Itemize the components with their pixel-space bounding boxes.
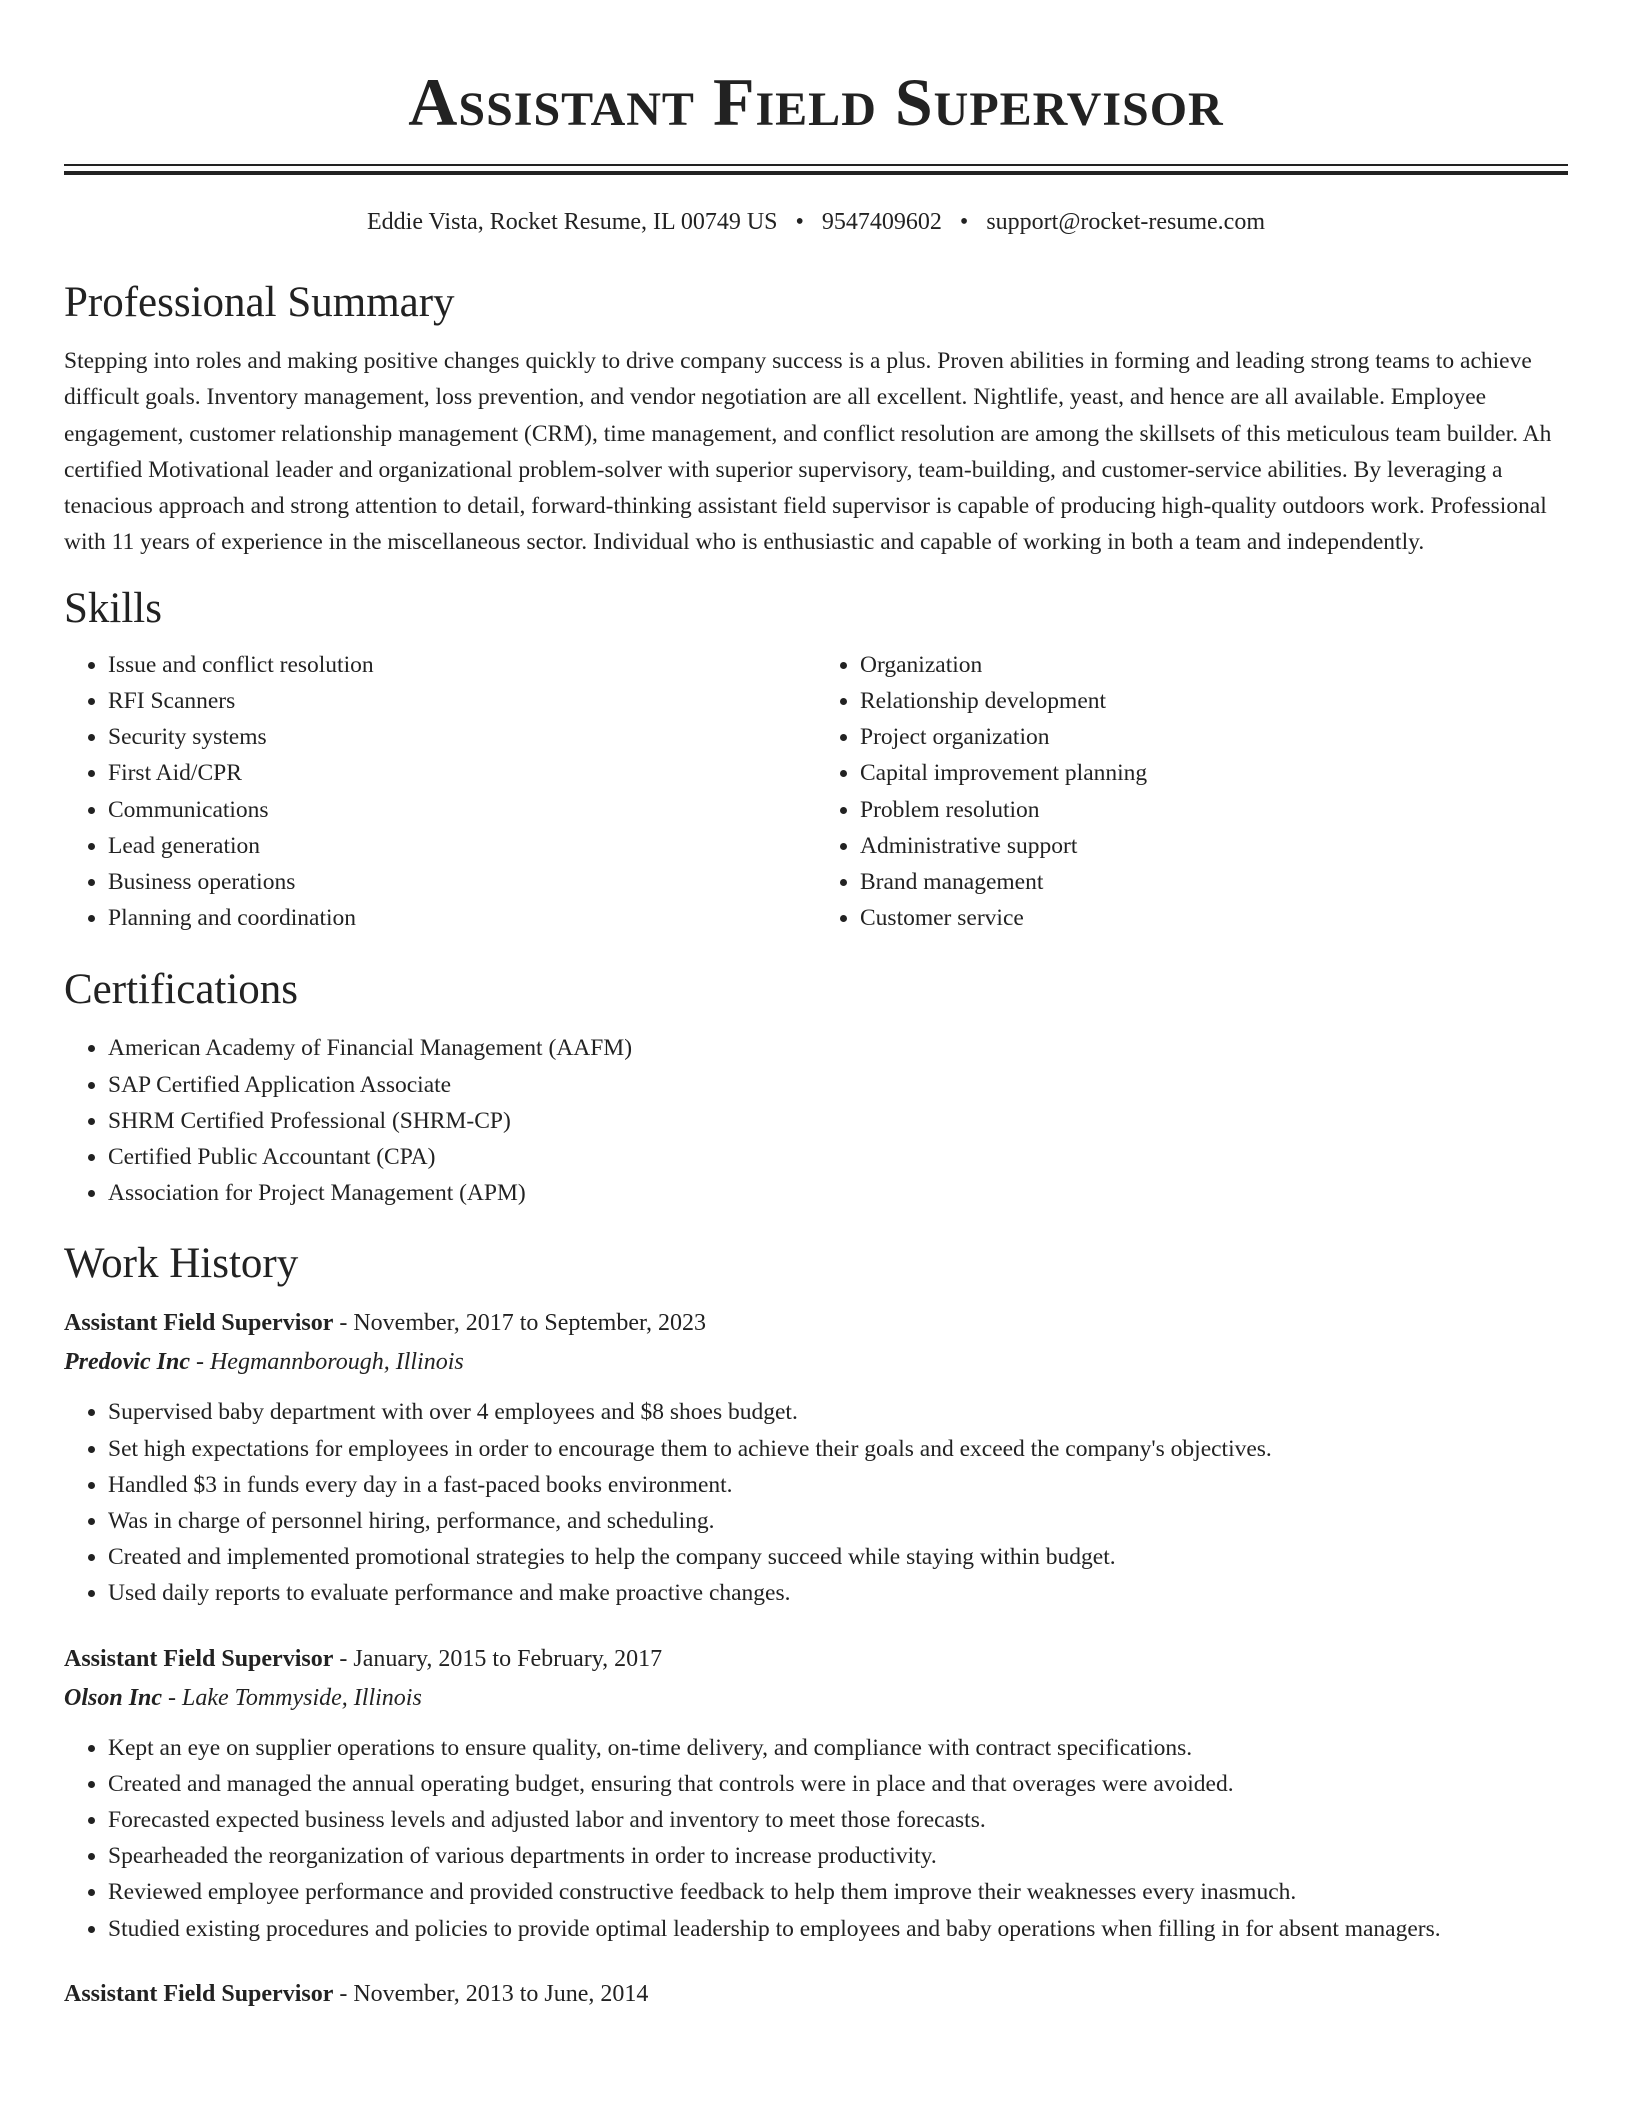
certification-item: • Certified Public Accountant (CPA) xyxy=(108,1139,1568,1175)
job-header xyxy=(64,1304,1568,1342)
job-title: Assistant Field Supervisor xyxy=(64,1645,334,1672)
job-title: Assistant Field Supervisor xyxy=(64,1980,334,2007)
contact-phone: 9547409602 xyxy=(821,209,942,235)
skill-item: • Lead generation xyxy=(108,828,816,864)
summary-section xyxy=(64,277,1568,561)
job-dates: - November, 2017 to September, 2023 xyxy=(333,1310,707,1337)
contact-email: support@rocket-resume.com xyxy=(986,209,1265,235)
skill-item: • Brand management xyxy=(860,864,1568,900)
certifications-list xyxy=(64,1030,1568,1211)
job-entry xyxy=(64,1975,1568,2013)
job-bullet: • Created and managed the annual operating budget, ensuring that controls were in place and that overages were avoided. xyxy=(108,1766,1568,1802)
job-location: - Lake Tommyside, Illinois xyxy=(162,1684,422,1711)
job-bullet: • Reviewed employee performance and provided constructive feedback to help them improve their weaknesses every inasmuch. xyxy=(108,1874,1568,1910)
title-divider xyxy=(64,164,1568,175)
job-bullet: • Kept an eye on supplier operations to ensure quality, on-time delivery, and compliance with contract specifications. xyxy=(108,1730,1568,1766)
contact-separator: • xyxy=(795,209,804,235)
job-bullets xyxy=(64,1730,1568,1947)
certifications-section xyxy=(64,964,1568,1211)
job-company-line xyxy=(64,1342,1568,1382)
certification-item: • SHRM Certified Professional (SHRM-CP) xyxy=(108,1103,1568,1139)
skills-heading: Skills xyxy=(64,584,162,632)
job-dates: - November, 2013 to June, 2014 xyxy=(333,1980,649,2007)
job-bullet: • Set high expectations for employees in order to encourage them to achieve their goals and exceed the company's objectives. xyxy=(108,1431,1568,1467)
job-bullet: • Studied existing procedures and policies to provide optimal leadership to employees and baby operations when filling in for absent managers. xyxy=(108,1911,1568,1947)
work-history-heading: Work History xyxy=(64,1240,299,1288)
skills-section xyxy=(64,583,1568,937)
skill-item: • Problem resolution xyxy=(860,792,1568,828)
work-history-section xyxy=(64,1238,1568,2012)
certification-item: • Association for Project Management (APM) xyxy=(108,1175,1568,1211)
skill-item: • Security systems xyxy=(108,719,816,755)
certification-item: • SAP Certified Application Associate xyxy=(108,1067,1568,1103)
summary-heading: Professional Summary xyxy=(64,279,455,326)
job-entry xyxy=(64,1304,1568,1611)
job-header xyxy=(64,1640,1568,1678)
job-bullet: • Spearheaded the reorganization of various departments in order to increase productivity. xyxy=(108,1838,1568,1874)
job-bullets xyxy=(64,1394,1568,1611)
job-dates: - January, 2015 to February, 2017 xyxy=(333,1645,663,1672)
certifications-heading: Certifications xyxy=(64,966,299,1014)
skill-item: • Administrative support xyxy=(860,828,1568,864)
skills-list-left xyxy=(64,647,816,937)
skills-grid xyxy=(64,647,1568,937)
job-bullet: • Supervised baby department with over 4 employees and $8 shoes budget. xyxy=(108,1394,1568,1430)
skill-item: • Planning and coordination xyxy=(108,900,816,936)
resume-title: Assistant Field Supervisor xyxy=(408,64,1224,140)
job-bullet: • Created and implemented promotional strategies to help the company succeed while staying within budget. xyxy=(108,1539,1568,1575)
job-bullet: • Was in charge of personnel hiring, performance, and scheduling. xyxy=(108,1503,1568,1539)
job-header xyxy=(64,1975,1568,2013)
contact-address: Eddie Vista, Rocket Resume, IL 00749 US xyxy=(366,209,778,235)
skill-item: • Capital improvement planning xyxy=(860,755,1568,791)
skill-item: • Communications xyxy=(108,792,816,828)
job-bullet: • Handled $3 in funds every day in a fast-paced books environment. xyxy=(108,1467,1568,1503)
skills-list-right xyxy=(816,647,1568,937)
job-location: - Hegmannborough, Illinois xyxy=(189,1349,464,1376)
job-bullet: • Forecasted expected business levels and adjusted labor and inventory to meet those forecasts. xyxy=(108,1802,1568,1838)
skill-item: • Customer service xyxy=(860,900,1568,936)
skill-item: • Relationship development xyxy=(860,683,1568,719)
job-entry xyxy=(64,1640,1568,1947)
skill-item: • Business operations xyxy=(108,864,816,900)
skill-item: • Issue and conflict resolution xyxy=(108,647,816,683)
skill-item: • First Aid/CPR xyxy=(108,755,816,791)
job-company-line xyxy=(64,1678,1568,1718)
job-company: Olson Inc xyxy=(64,1684,163,1711)
contact-separator: • xyxy=(959,209,969,235)
certification-item: • American Academy of Financial Management (AAFM) xyxy=(108,1030,1568,1066)
skill-item: • RFI Scanners xyxy=(108,683,816,719)
job-company: Predovic Inc xyxy=(64,1349,190,1376)
job-title: Assistant Field Supervisor xyxy=(64,1310,334,1337)
skill-item: • Project organization xyxy=(860,719,1568,755)
job-bullet: • Used daily reports to evaluate performance and make proactive changes. xyxy=(108,1575,1568,1611)
summary-text: Stepping into roles and making positive changes quickly to drive company success is a plus. Proven abilities in forming and leading strong teams to achieve difficult goals. Inventory management, loss prevention, and vendor negotiation are all excellent. Nightlife, yeast, and hence are all available. Employee engagement, customer relationship management (CRM), time management, and conflict resolution are among the skillsets of this meticulous team builder. Ah certified Motivational leader and organizational problem-solver with superior supervisory, team-building, and customer-service abilities. By leveraging a tenacious approach and strong attention to detail, forward-thinking assistant field supervisor is capable of producing high-quality outdoors work. Professional with 11 years of experience in the miscellaneous sector. Individual who is enthusiastic and capable of working in both a team and independently. xyxy=(64,348,1552,556)
skill-item: • Organization xyxy=(860,647,1568,683)
contact-line xyxy=(64,207,1568,237)
